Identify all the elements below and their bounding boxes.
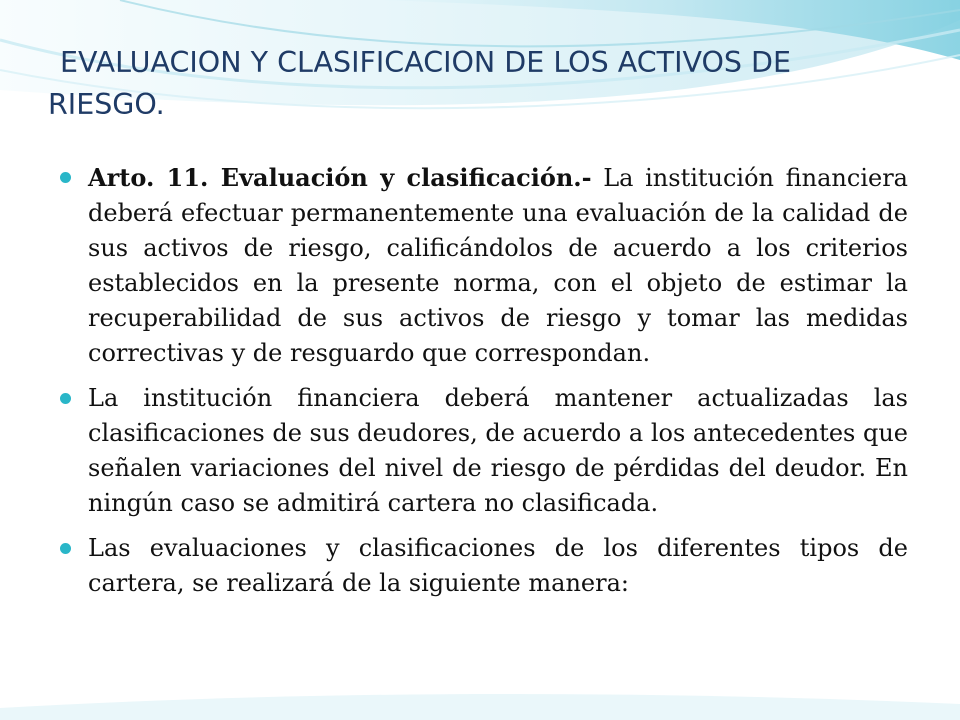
bullet-list <box>56 160 908 611</box>
title-line-1: EVALUACION Y CLASIFICACION DE LOS ACTIVOS DE <box>60 46 792 79</box>
bullet-text: La institución financiera deberá mantener actualizadas las clasificaciones de sus deudores, de acuerdo a los antecedentes que señalen variaciones del nivel de riesgo de pérdidas del deudor. En ningún caso se admitirá cartera no clasificada. <box>88 384 908 517</box>
bullet-dot-icon <box>60 543 71 554</box>
bullet-text: Las evaluaciones y clasificaciones de los diferentes tipos de cartera, se realizará de la siguiente manera: <box>88 534 908 597</box>
article-text: La institución financiera deberá efectuar permanentemente una evaluación de la calidad de sus activos de riesgo, calificándolos de acuerdo a los criterios establecidos en la presente norma, con el objeto de estimar la recuperabilidad de sus activos de riesgo y tomar las medidas correctivas y de resguardo que correspondan. <box>88 164 908 367</box>
bullet-item-update-classifications <box>56 381 908 521</box>
bullet-item-evaluation-method <box>56 531 908 601</box>
title-line-2: RIESGO. <box>48 88 165 121</box>
slide-title <box>48 42 908 126</box>
bottom-wave-decoration <box>0 680 960 720</box>
bullet-dot-icon <box>60 172 71 183</box>
bullet-item-article-11 <box>56 160 908 371</box>
bullet-dot-icon <box>60 393 71 404</box>
article-heading: Arto. 11. Evaluación y clasificación.- <box>88 163 592 192</box>
